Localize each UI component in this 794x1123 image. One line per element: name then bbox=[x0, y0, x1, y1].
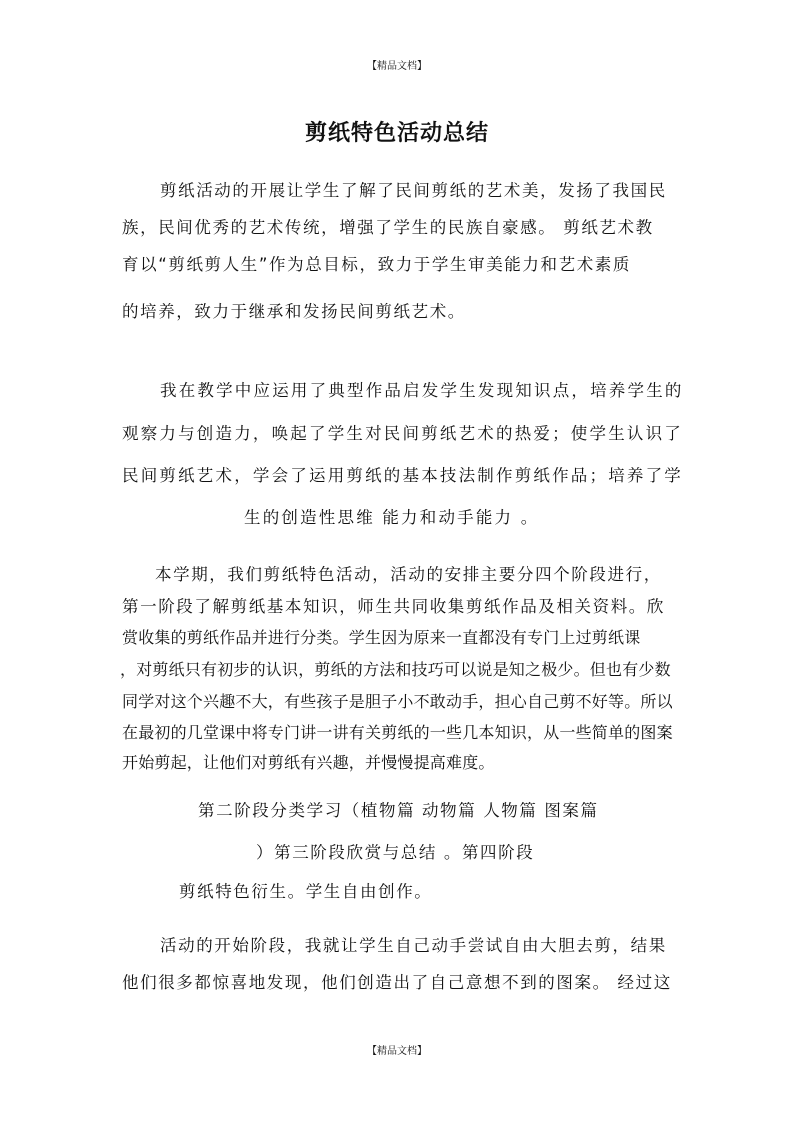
paragraph-line: 第二阶段分类学习（植物篇 动物篇 人物篇 图案篇 bbox=[198, 801, 599, 820]
paragraph-line: 生的创造性思维 能力和动手能力 。 bbox=[244, 508, 540, 527]
paragraph-line: 育以“剪纸剪人生”作为总目标，致力于学生审美能力和艺术素质 bbox=[122, 255, 631, 274]
paragraph-line: 剪纸活动的开展让学生了解了民间剪纸的艺术美，发扬了我国民 bbox=[160, 181, 667, 200]
paragraph-line: 我在教学中应运用了典型作品启发学生发现知识点，培养学生的 bbox=[160, 381, 684, 400]
paragraph-line: 在最初的几堂课中将专门讲一讲有关剪纸的一些几本知识，从一些简单的图案 bbox=[122, 723, 673, 742]
paragraph-line: 民间剪纸艺术，学会了运用剪纸的基本技法制作剪纸作品；培养了学 bbox=[122, 466, 683, 485]
paragraph-line: 观察力与创造力，唤起了学生对民间剪纸艺术的热爱；使学生认识了 bbox=[122, 424, 683, 443]
document-title: 剪纸特色活动总结 bbox=[304, 120, 489, 146]
paragraph-line: 赏收集的剪纸作品并进行分类。学生因为原来一直都没有专门上过剪纸课 bbox=[122, 628, 641, 647]
paragraph-line: 第一阶段了解剪纸基本知识，师生共同收集剪纸作品及相关资料。欣 bbox=[122, 597, 665, 616]
paragraph-line: ，对剪纸只有初步的认识，剪纸的方法和技巧可以说是知之极少。但也有少数 bbox=[120, 660, 671, 679]
paragraph-line: 族，民间优秀的艺术传统，增强了学生的民族自豪感。 剪纸艺术教 bbox=[122, 218, 654, 237]
paragraph-line: 同学对这个兴趣不大，有些孩子是胆子小不敢动手，担心自己剪不好等。所以 bbox=[122, 692, 673, 711]
paragraph-line: ）第三阶段欣赏与总结 。第四阶段 bbox=[256, 843, 535, 862]
page-footer: 【精品文档】 bbox=[367, 1046, 427, 1057]
paragraph-line: 剪纸特色衍生。学生自由创作。 bbox=[179, 882, 433, 901]
paragraph-line: 的培养，致力于继承和发扬民间剪纸艺术。 bbox=[122, 302, 466, 321]
paragraph-line: 他们很多都惊喜地发现，他们创造出了自己意想不到的图案。 经过这 bbox=[122, 973, 672, 992]
paragraph-line: 活动的开始阶段，我就让学生自己动手尝试自由大胆去剪，结果 bbox=[160, 936, 667, 955]
page-header: 【精品文档】 bbox=[367, 61, 427, 72]
paragraph-line: 开始剪起，让他们对剪纸有兴趣，并慢慢提高难度。 bbox=[122, 753, 495, 772]
paragraph-line: 本学期，我们剪纸特色活动，活动的安排主要分四个阶段进行， bbox=[155, 565, 662, 584]
